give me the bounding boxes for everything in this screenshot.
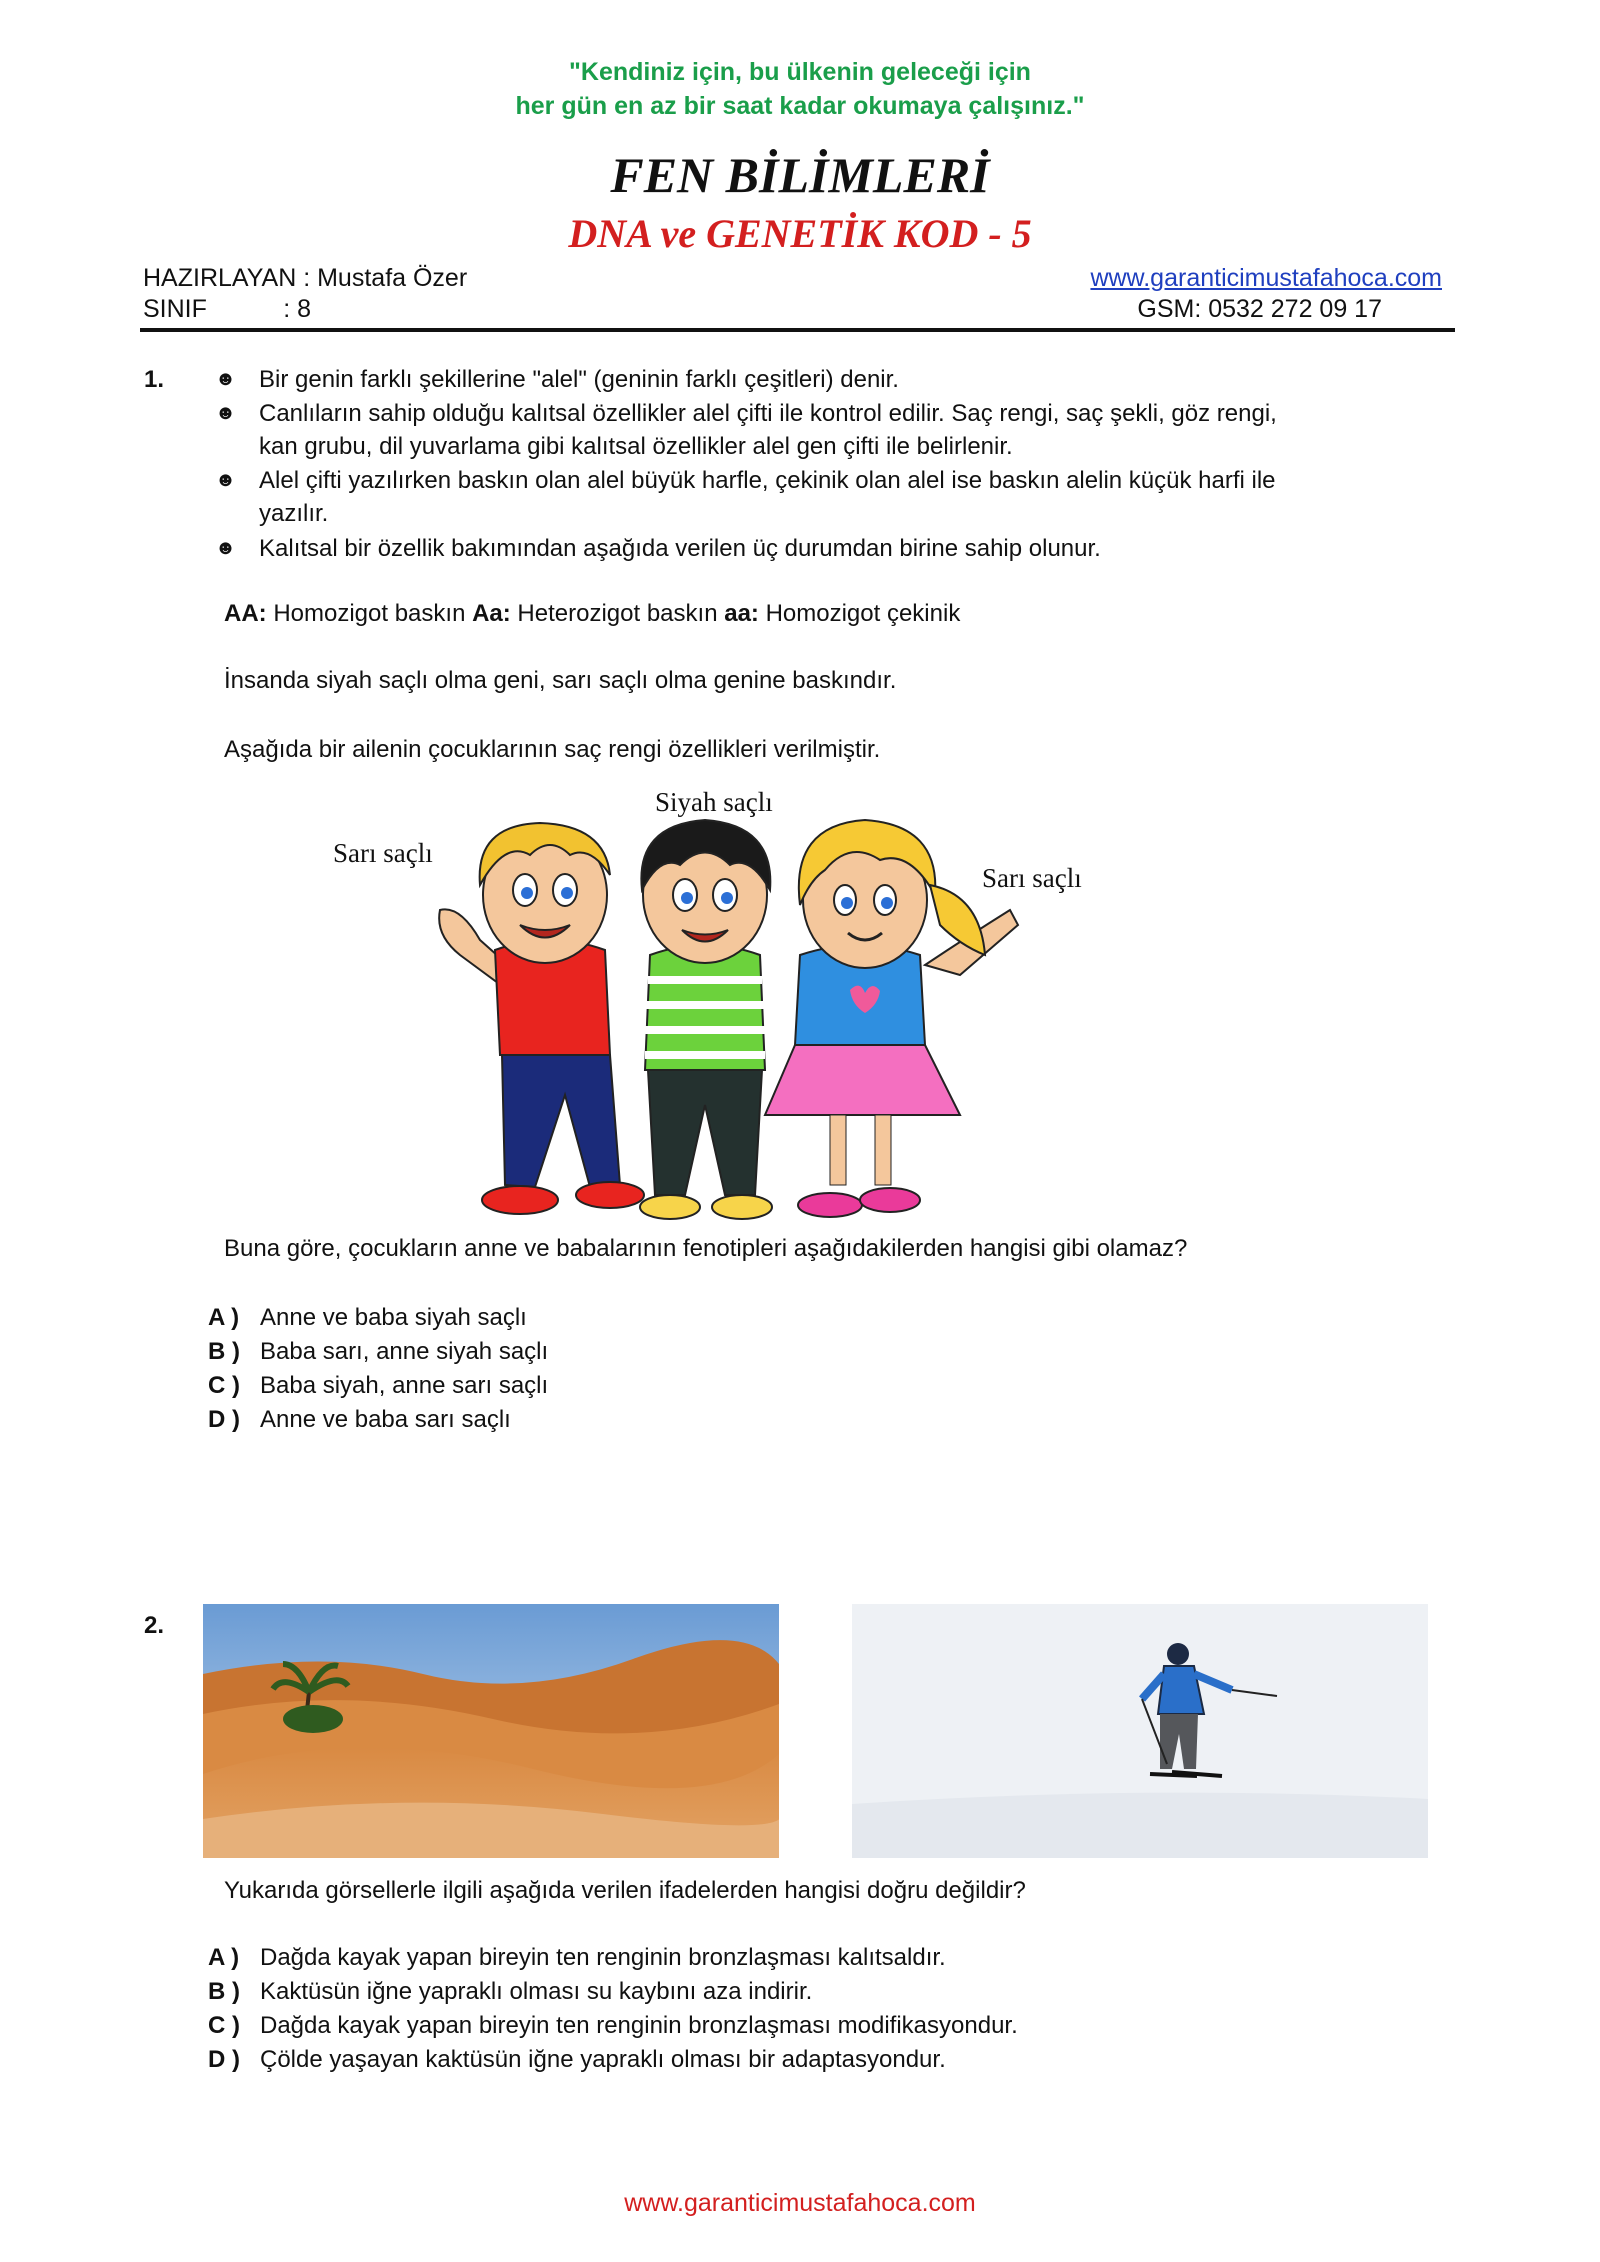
smiley-icon: ☻ xyxy=(215,469,237,491)
question-2-prompt: Yukarıda görsellerle ilgili aşağıda verilen ifadelerden hangisi doğru değildir? xyxy=(224,1877,1026,1904)
dark-hair-boy-figure xyxy=(640,820,772,1219)
option-text: Çölde yaşayan kaktüsün iğne yapraklı olması bir adaptasyondur. xyxy=(260,2046,946,2073)
info-bullet xyxy=(215,532,1415,565)
question-2-number: 2. xyxy=(144,1612,165,1639)
option-text: Baba sarı, anne siyah saçlı xyxy=(260,1338,549,1365)
answer-option[interactable] xyxy=(208,2009,1018,2043)
dominance-statement: İnsanda siyah saçlı olma geni, sarı saçlı olma genine baskındır. xyxy=(224,667,897,694)
genotype-code: Aa: xyxy=(472,600,511,627)
answer-option[interactable] xyxy=(208,1335,548,1369)
genotype-code: aa: xyxy=(724,600,759,627)
option-letter: C ) xyxy=(208,2012,240,2039)
header-divider xyxy=(140,328,1455,332)
desert-photo xyxy=(203,1604,779,1858)
answer-option[interactable] xyxy=(208,1301,527,1335)
children-statement: Aşağıda bir ailenin çocuklarının saç rengi özellikleri verilmiştir. xyxy=(224,736,881,763)
answer-option[interactable] xyxy=(208,1975,812,2009)
bullet-line: Alel çifti yazılırken baskın olan alel büyük harfle, çekinik olan alel ise baskın alelin küçük harfi ile xyxy=(259,467,1276,494)
genotype-desc: Homozigot çekinik xyxy=(758,600,961,627)
bullet-line: Bir genin farklı şekillerine "alel" (geninin farklı çeşitleri) denir. xyxy=(259,366,899,393)
option-letter: D ) xyxy=(208,2046,240,2073)
footer-website[interactable]: www.garanticimustafahoca.com xyxy=(624,2189,976,2217)
blond-girl-figure xyxy=(765,820,1018,1217)
smiley-icon: ☻ xyxy=(215,402,237,424)
page-title: FEN BİLİMLERİ xyxy=(610,147,990,203)
blond-boy-figure xyxy=(439,823,644,1214)
author: HAZIRLAYAN : Mustafa Özer xyxy=(143,264,468,292)
phone: GSM: 0532 272 09 17 xyxy=(1137,295,1382,323)
info-bullet xyxy=(215,464,1415,530)
bullet-line: yazılır. xyxy=(259,500,329,527)
option-text: Anne ve baba siyah saçlı xyxy=(260,1304,527,1331)
question-1-prompt: Buna göre, çocukların anne ve babalarının fenotipleri aşağıdakilerden hangisi gibi olamaz? xyxy=(224,1235,1188,1262)
skier-photo xyxy=(852,1604,1428,1858)
option-letter: B ) xyxy=(208,1978,240,2005)
option-text: Kaktüsün iğne yapraklı olması su kaybını aza indirir. xyxy=(260,1978,813,2005)
option-text: Dağda kayak yapan bireyin ten renginin bronzlaşması kalıtsaldır. xyxy=(260,1944,946,1971)
option-text: Dağda kayak yapan bireyin ten renginin bronzlaşması modifikasyondur. xyxy=(260,2012,1018,2039)
motto-line-1: "Kendiniz için, bu ülkenin geleceği için xyxy=(569,58,1031,86)
option-text: Baba siyah, anne sarı saçlı xyxy=(260,1372,549,1399)
caption-left: Sarı saçlı xyxy=(333,838,433,868)
question-1-number: 1. xyxy=(144,366,165,393)
answer-option[interactable] xyxy=(208,1403,511,1437)
option-letter: B ) xyxy=(208,1338,240,1365)
smiley-icon: ☻ xyxy=(215,368,237,390)
bullet-line: kan grubu, dil yuvarlama gibi kalıtsal özellikler alel gen çifti ile belirlenir. xyxy=(259,433,1013,460)
bullet-line: Kalıtsal bir özellik bakımından aşağıda verilen üç durumdan birine sahip olunur. xyxy=(259,535,1101,562)
option-text: Anne ve baba sarı saçlı xyxy=(260,1406,511,1433)
option-letter: C ) xyxy=(208,1372,240,1399)
children-illustration xyxy=(420,815,1030,1235)
genotype-desc: Heterozigot baskın xyxy=(510,600,725,627)
option-letter: A ) xyxy=(208,1944,240,1971)
info-bullet xyxy=(215,397,1415,463)
genotype-code: AA: xyxy=(224,600,267,627)
bullet-line: Canlıların sahip olduğu kalıtsal özellikler alel çifti ile kontrol edilir. Saç rengi, saç şekli, göz rengi, xyxy=(259,400,1277,427)
caption-middle: Siyah saçlı xyxy=(655,787,773,817)
info-bullet xyxy=(215,363,1415,396)
caption-right: Sarı saçlı xyxy=(982,863,1082,893)
motto-line-2: her gün en az bir saat kadar okumaya çalışınız." xyxy=(515,92,1085,120)
genotype-line xyxy=(224,597,1424,630)
grade: SINIF : 8 xyxy=(143,295,312,323)
answer-option[interactable] xyxy=(208,2043,946,2077)
page-subtitle: DNA ve GENETİK KOD - 5 xyxy=(568,211,1032,256)
answer-option[interactable] xyxy=(208,1941,946,1975)
answer-option[interactable] xyxy=(208,1369,548,1403)
option-letter: A ) xyxy=(208,1304,240,1331)
option-letter: D ) xyxy=(208,1406,240,1433)
genotype-desc: Homozigot baskın xyxy=(266,600,473,627)
website-link[interactable]: www.garanticimustafahoca.com xyxy=(1090,264,1442,292)
smiley-icon: ☻ xyxy=(215,537,237,559)
